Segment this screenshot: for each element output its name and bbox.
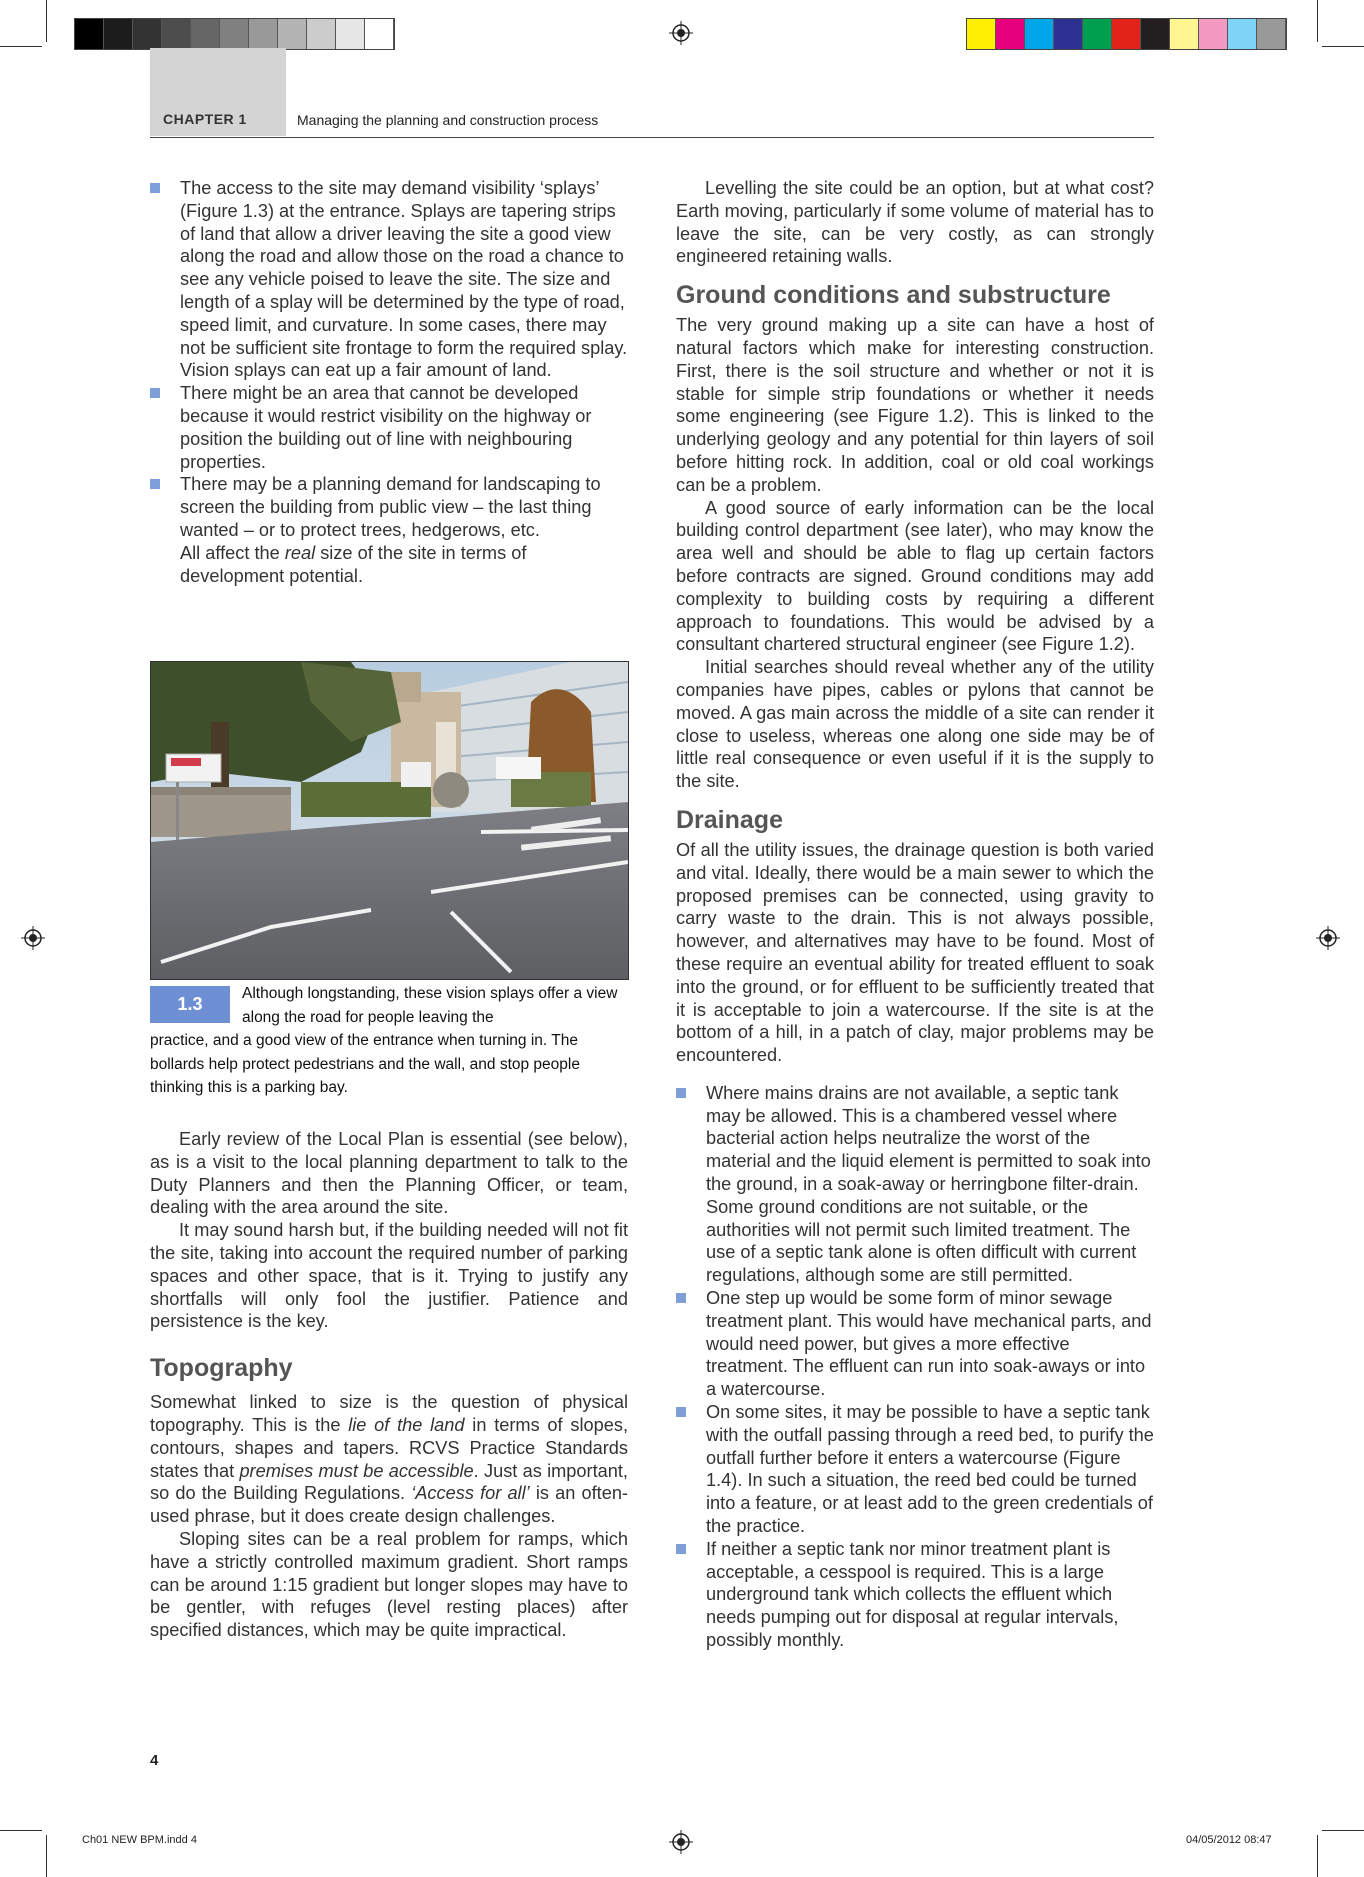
color-swatch: [336, 19, 365, 49]
page-number: 4: [150, 1752, 159, 1769]
registration-mark-icon: [1316, 926, 1340, 950]
slug-file-info: Ch01 NEW BPM.indd 4: [82, 1834, 197, 1846]
list-item: Where mains drains are not available, a septic tank may be allowed. This is a chambered vessel where bacterial action helps neutralize the worst of the material and the liquid element is permitted to soak into the ground, in a soak-away or herringbone filter-drain. Some ground conditions are not suitable, or the authorities will not permit such limited treatment. The use of a septic tank alone is often difficult with current regulations, although some are still permitted.: [676, 1082, 1154, 1287]
color-swatch: [104, 19, 133, 49]
section-heading-topography: Topography: [150, 1354, 293, 1383]
list-item: There might be an area that cannot be developed because it would restrict visibility on the highway or position the building out of line with neighbouring properties.: [150, 382, 628, 473]
list-item: If neither a septic tank nor minor treatment plant is acceptable, a cesspool is required. This is a large underground tank which collects the effluent which needs pumping out for disposal at regular intervals, possibly monthly.: [676, 1538, 1154, 1652]
color-swatch: [278, 19, 307, 49]
color-swatch: [967, 19, 996, 49]
registration-mark-icon: [21, 926, 45, 950]
figure-number-badge: 1.3: [150, 986, 230, 1023]
crop-mark: [0, 46, 42, 47]
chapter-label: CHAPTER 1: [163, 111, 247, 127]
caption-rest: practice, and a good view of the entrance when turning in. The bollards help protect pedestrians and the wall, and stop people thinking this is a parking bay.: [150, 1032, 580, 1096]
crop-mark: [46, 0, 47, 42]
body-paragraph: Of all the utility issues, the drainage question is both varied and vital. Ideally, there would be a main sewer to which the proposed premises can be connected, using gravity to carry waste to the drain. This is not always possible, however, and alternatives may have to be found. Most of these require an eventual ability for treated effluent to soak into the ground, or for effluent to be sufficiently treated that it is acceptable to join a watercourse. If the site is at the bottom of a hill, in a patch of clay, major problems may be encountered.: [676, 839, 1154, 1066]
crop-mark: [0, 1830, 42, 1831]
left-column-bottom: [150, 1128, 628, 1642]
color-swatch: [133, 19, 162, 49]
body-paragraph: Sloping sites can be a real problem for ramps, which have a strictly controlled maximum gradient. Short ramps can be around 1:15 gradient but longer slopes may have to be gentler, with refuges (level resting places) after specified distances, which may be quite impractical.: [150, 1528, 628, 1641]
color-swatch: [307, 19, 336, 49]
left-column-top: [150, 177, 628, 587]
color-swatch: [1257, 19, 1286, 49]
color-swatch: [365, 19, 394, 49]
color-bar: [966, 18, 1287, 50]
color-swatch: [1054, 19, 1083, 49]
color-swatch: [1083, 19, 1112, 49]
body-paragraph: Somewhat linked to size is the question of physical topography. This is the lie of the land in terms of slopes, contours, shapes and tapers. RCVS Practice Standards states that premises must be accessible. Just as important, so do the Building Regulations. ‘Access for all’ is an often-used phrase, but it does create design challenges.: [150, 1392, 628, 1527]
color-swatch: [1228, 19, 1257, 49]
crop-mark: [46, 1835, 47, 1877]
body-paragraph: The very ground making up a site can have a host of natural factors which make for interesting construction. First, there is the soil structure and whether or not it is stable for simple strip foundations or whether it needs some engineering (see Figure 1.2). This is linked to the underlying geology and any potential for thin layers of soil before hitting rock. In addition, coal or old coal workings can be a problem.: [676, 315, 1154, 495]
color-swatch: [1025, 19, 1054, 49]
color-swatch: [996, 19, 1025, 49]
color-swatch: [1141, 19, 1170, 49]
section-heading-drainage: Drainage: [676, 805, 783, 834]
registration-mark-icon: [669, 21, 693, 45]
crop-mark: [1317, 0, 1318, 42]
color-swatch: [1170, 19, 1199, 49]
list-item-text: There may be a planning demand for landscaping to screen the building from public view – the last thing wanted – or to protect trees, hedgerows, etc.: [180, 474, 601, 540]
body-paragraph: Early review of the Local Plan is essential (see below), as is a visit to the local planning department to talk to the Duty Planners and then the Planning Officer, or team, dealing with the area around the site.: [150, 1129, 628, 1218]
color-swatch: [220, 19, 249, 49]
color-swatch: [249, 19, 278, 49]
body-paragraph: A good source of early information can be the local building control department (see later), who may know the area well and should be able to flag up certain factors before contracts are signed. Ground conditions may add complexity to building costs by requiring a different approach to foundations. This would be advised by a consultant chartered structural engineer (see Figure 1.2).: [676, 497, 1154, 655]
right-column: [676, 177, 1154, 1652]
site-entrance-photo: [150, 661, 629, 980]
body-paragraph: It may sound harsh but, if the building needed will not fit the site, taking into account the required number of parking spaces and other space, that is it. Trying to justify any shortfalls will only fool the justifier. Patience and persistence is the key.: [150, 1220, 628, 1332]
color-swatch: [191, 19, 220, 49]
body-paragraph: Initial searches should reveal whether any of the utility companies have pipes, cables or pylons that cannot be moved. A gas main across the middle of a site can render it close to useless, whereas one along one side may be of little real consequence or even useful if it is the supply to the site.: [676, 657, 1154, 792]
list-item: One step up would be some form of minor sewage treatment plant. This would have mechanical parts, and would need power, but gives a more effective treatment. The effluent can run into soak-aways or into a watercourse.: [676, 1287, 1154, 1401]
color-swatch: [162, 19, 191, 49]
drainage-options-list: [676, 1082, 1154, 1652]
site-constraints-list: [150, 177, 628, 587]
body-paragraph: Levelling the site could be an option, but at what cost? Earth moving, particularly if some volume of material has to leave the site, can be very costly, as can strongly engineered retaining walls.: [676, 178, 1154, 267]
list-item: There may be a planning demand for landscaping to screen the building from public view – the last thing wanted – or to protect trees, hedgerows, etc. All affect the real size of the site in terms of development potential.: [150, 473, 628, 587]
running-head: Managing the planning and construction process: [297, 112, 599, 128]
color-swatch: [75, 19, 104, 49]
crop-mark: [1322, 1830, 1364, 1831]
section-heading-ground-conditions: Ground conditions and substructure: [676, 281, 1111, 310]
header-rule: [150, 137, 1154, 138]
grayscale-bar: [74, 18, 395, 50]
list-item: On some sites, it may be possible to have a septic tank with the outfall passing through a reed bed, to purify the outfall further before it enters a watercourse (Figure 1.4). In such a situation, the reed bed could be turned into a feature, or at least add to the green credentials of the practice.: [676, 1401, 1154, 1538]
list-item: The access to the site may demand visibility ‘splays’ (Figure 1.3) at the entrance. Splays are tapering strips of land that allow a driver leaving the site a good view along the road and allow those on the road a chance to see any vehicle poised to leave the site. The size and length of a splay will be determined by the type of road, speed limit, and curvature. In some cases, there may not be sufficient site frontage to form the required splay. Vision splays can eat up a fair amount of land.: [150, 177, 628, 382]
color-swatch: [1199, 19, 1228, 49]
color-swatch: [1112, 19, 1141, 49]
crop-mark: [1317, 1835, 1318, 1877]
slug-date-time: 04/05/2012 08:47: [1186, 1834, 1272, 1846]
registration-mark-icon: [669, 1830, 693, 1854]
caption-first-lines: Although longstanding, these vision splays offer a view along the road for people leaving the: [242, 985, 618, 1026]
crop-mark: [1322, 46, 1364, 47]
figure-caption: [150, 982, 630, 1100]
